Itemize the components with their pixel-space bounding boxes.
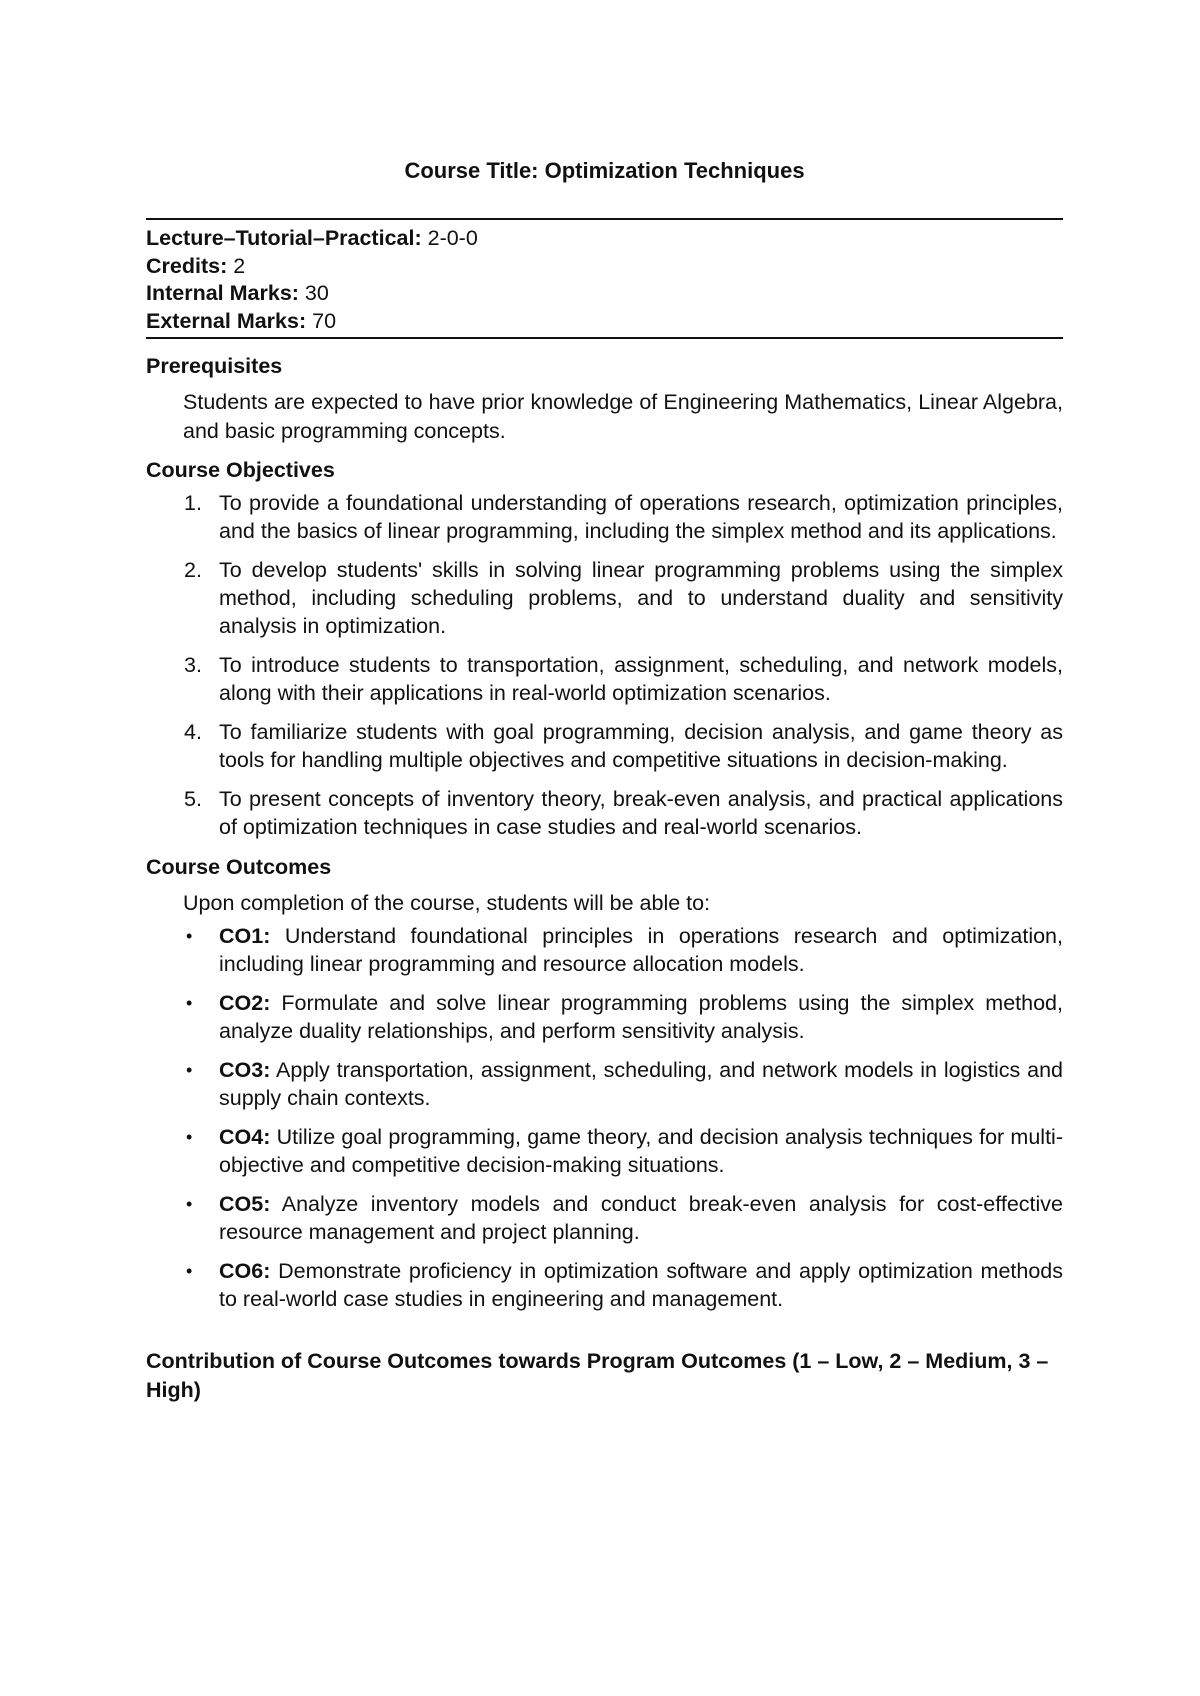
objective-item bbox=[146, 718, 1063, 774]
outcome-code: CO2: bbox=[219, 990, 271, 1015]
objective-item bbox=[146, 785, 1063, 841]
outcome-text: Utilize goal programming, game theory, and decision analysis techniques for multi-objective and competitive decision-making situations. bbox=[219, 1124, 1063, 1177]
credits-line bbox=[146, 253, 1063, 281]
outcome-item bbox=[146, 922, 1063, 978]
objective-text: To familiarize students with goal programming, decision analysis, and game theory as tools for handling multiple objectives and competitive situations in decision-making. bbox=[219, 720, 1063, 772]
course-title: Course Title: Optimization Techniques bbox=[404, 158, 805, 183]
bullet-icon: • bbox=[186, 1059, 193, 1080]
outcome-code: CO6: bbox=[219, 1258, 271, 1283]
contribution-heading: Contribution of Course Outcomes towards Program Outcomes (1 – Low, 2 – Medium, 3 – High) bbox=[146, 1348, 1049, 1402]
outcomes-heading: Course Outcomes bbox=[146, 855, 332, 879]
objective-number: 3. bbox=[184, 653, 202, 677]
objective-text: To develop students' skills in solving linear programming problems using the simplex method, including scheduling problems, and to understand duality and sensitivity analysis in optimization. bbox=[219, 558, 1063, 638]
outcome-code: CO3: bbox=[219, 1057, 271, 1082]
internal-marks-value: 30 bbox=[304, 281, 329, 305]
objective-text: To introduce students to transportation, assignment, scheduling, and network models, along with their applications in real-world optimization scenarios. bbox=[219, 653, 1063, 705]
objective-number: 4. bbox=[184, 720, 202, 744]
bullet-icon: • bbox=[186, 1260, 193, 1281]
ltp-line bbox=[146, 225, 1063, 253]
external-marks-label: External Marks: bbox=[146, 308, 307, 333]
external-marks-line bbox=[146, 308, 1063, 336]
objectives-heading: Course Objectives bbox=[146, 458, 335, 482]
course-info-box bbox=[146, 218, 1063, 339]
ltp-value: 2-0-0 bbox=[427, 226, 478, 250]
objective-item bbox=[146, 489, 1063, 545]
internal-marks-line bbox=[146, 280, 1063, 308]
outcome-text: Analyze inventory models and conduct break-even analysis for cost-effective resource management and project planning. bbox=[219, 1191, 1063, 1244]
outcomes-intro: Upon completion of the course, students will be able to: bbox=[183, 891, 711, 915]
bullet-icon: • bbox=[186, 1126, 193, 1147]
outcomes-list bbox=[146, 922, 1063, 1313]
objective-item bbox=[146, 556, 1063, 640]
ltp-label: Lecture–Tutorial–Practical: bbox=[146, 226, 422, 250]
outcome-item bbox=[146, 989, 1063, 1045]
outcome-text: Demonstrate proficiency in optimization software and apply optimization methods to real-world case studies in engineering and management. bbox=[219, 1258, 1063, 1311]
objective-number: 1. bbox=[184, 491, 202, 515]
outcome-item bbox=[146, 1056, 1063, 1112]
objective-text: To provide a foundational understanding of operations research, optimization principles, and the basics of linear programming, including the simplex method and its applications. bbox=[219, 491, 1063, 543]
outcome-text: Apply transportation, assignment, scheduling, and network models in logistics and supply chain contexts. bbox=[219, 1057, 1063, 1110]
outcome-text: Understand foundational principles in operations research and optimization, including linear programming and resource allocation models. bbox=[219, 923, 1063, 976]
external-marks-value: 70 bbox=[312, 308, 337, 333]
credits-value: 2 bbox=[233, 253, 246, 278]
outcome-item bbox=[146, 1190, 1063, 1246]
outcome-item bbox=[146, 1123, 1063, 1179]
bullet-icon: • bbox=[186, 992, 193, 1013]
prerequisites-heading: Prerequisites bbox=[146, 354, 283, 378]
objective-item bbox=[146, 651, 1063, 707]
bullet-icon: • bbox=[186, 1193, 193, 1214]
internal-marks-label: Internal Marks: bbox=[146, 281, 299, 305]
objective-number: 2. bbox=[184, 558, 202, 582]
outcome-code: CO5: bbox=[219, 1191, 271, 1216]
prerequisites-text: Students are expected to have prior knowledge of Engineering Mathematics, Linear Algebra, and basic programming concepts. bbox=[183, 390, 1063, 443]
objective-number: 5. bbox=[184, 787, 202, 811]
bullet-icon: • bbox=[186, 925, 193, 946]
outcome-code: CO4: bbox=[219, 1124, 271, 1149]
objectives-list bbox=[146, 489, 1063, 841]
syllabus-page bbox=[146, 152, 1063, 1405]
outcome-item bbox=[146, 1257, 1063, 1313]
objective-text: To present concepts of inventory theory, break-even analysis, and practical applications of optimization techniques in case studies and real-world scenarios. bbox=[219, 787, 1063, 839]
credits-label: Credits: bbox=[146, 253, 228, 278]
outcome-text: Formulate and solve linear programming problems using the simplex method, analyze duality relationships, and perform sensitivity analysis. bbox=[219, 990, 1063, 1043]
outcome-code: CO1: bbox=[219, 923, 271, 948]
